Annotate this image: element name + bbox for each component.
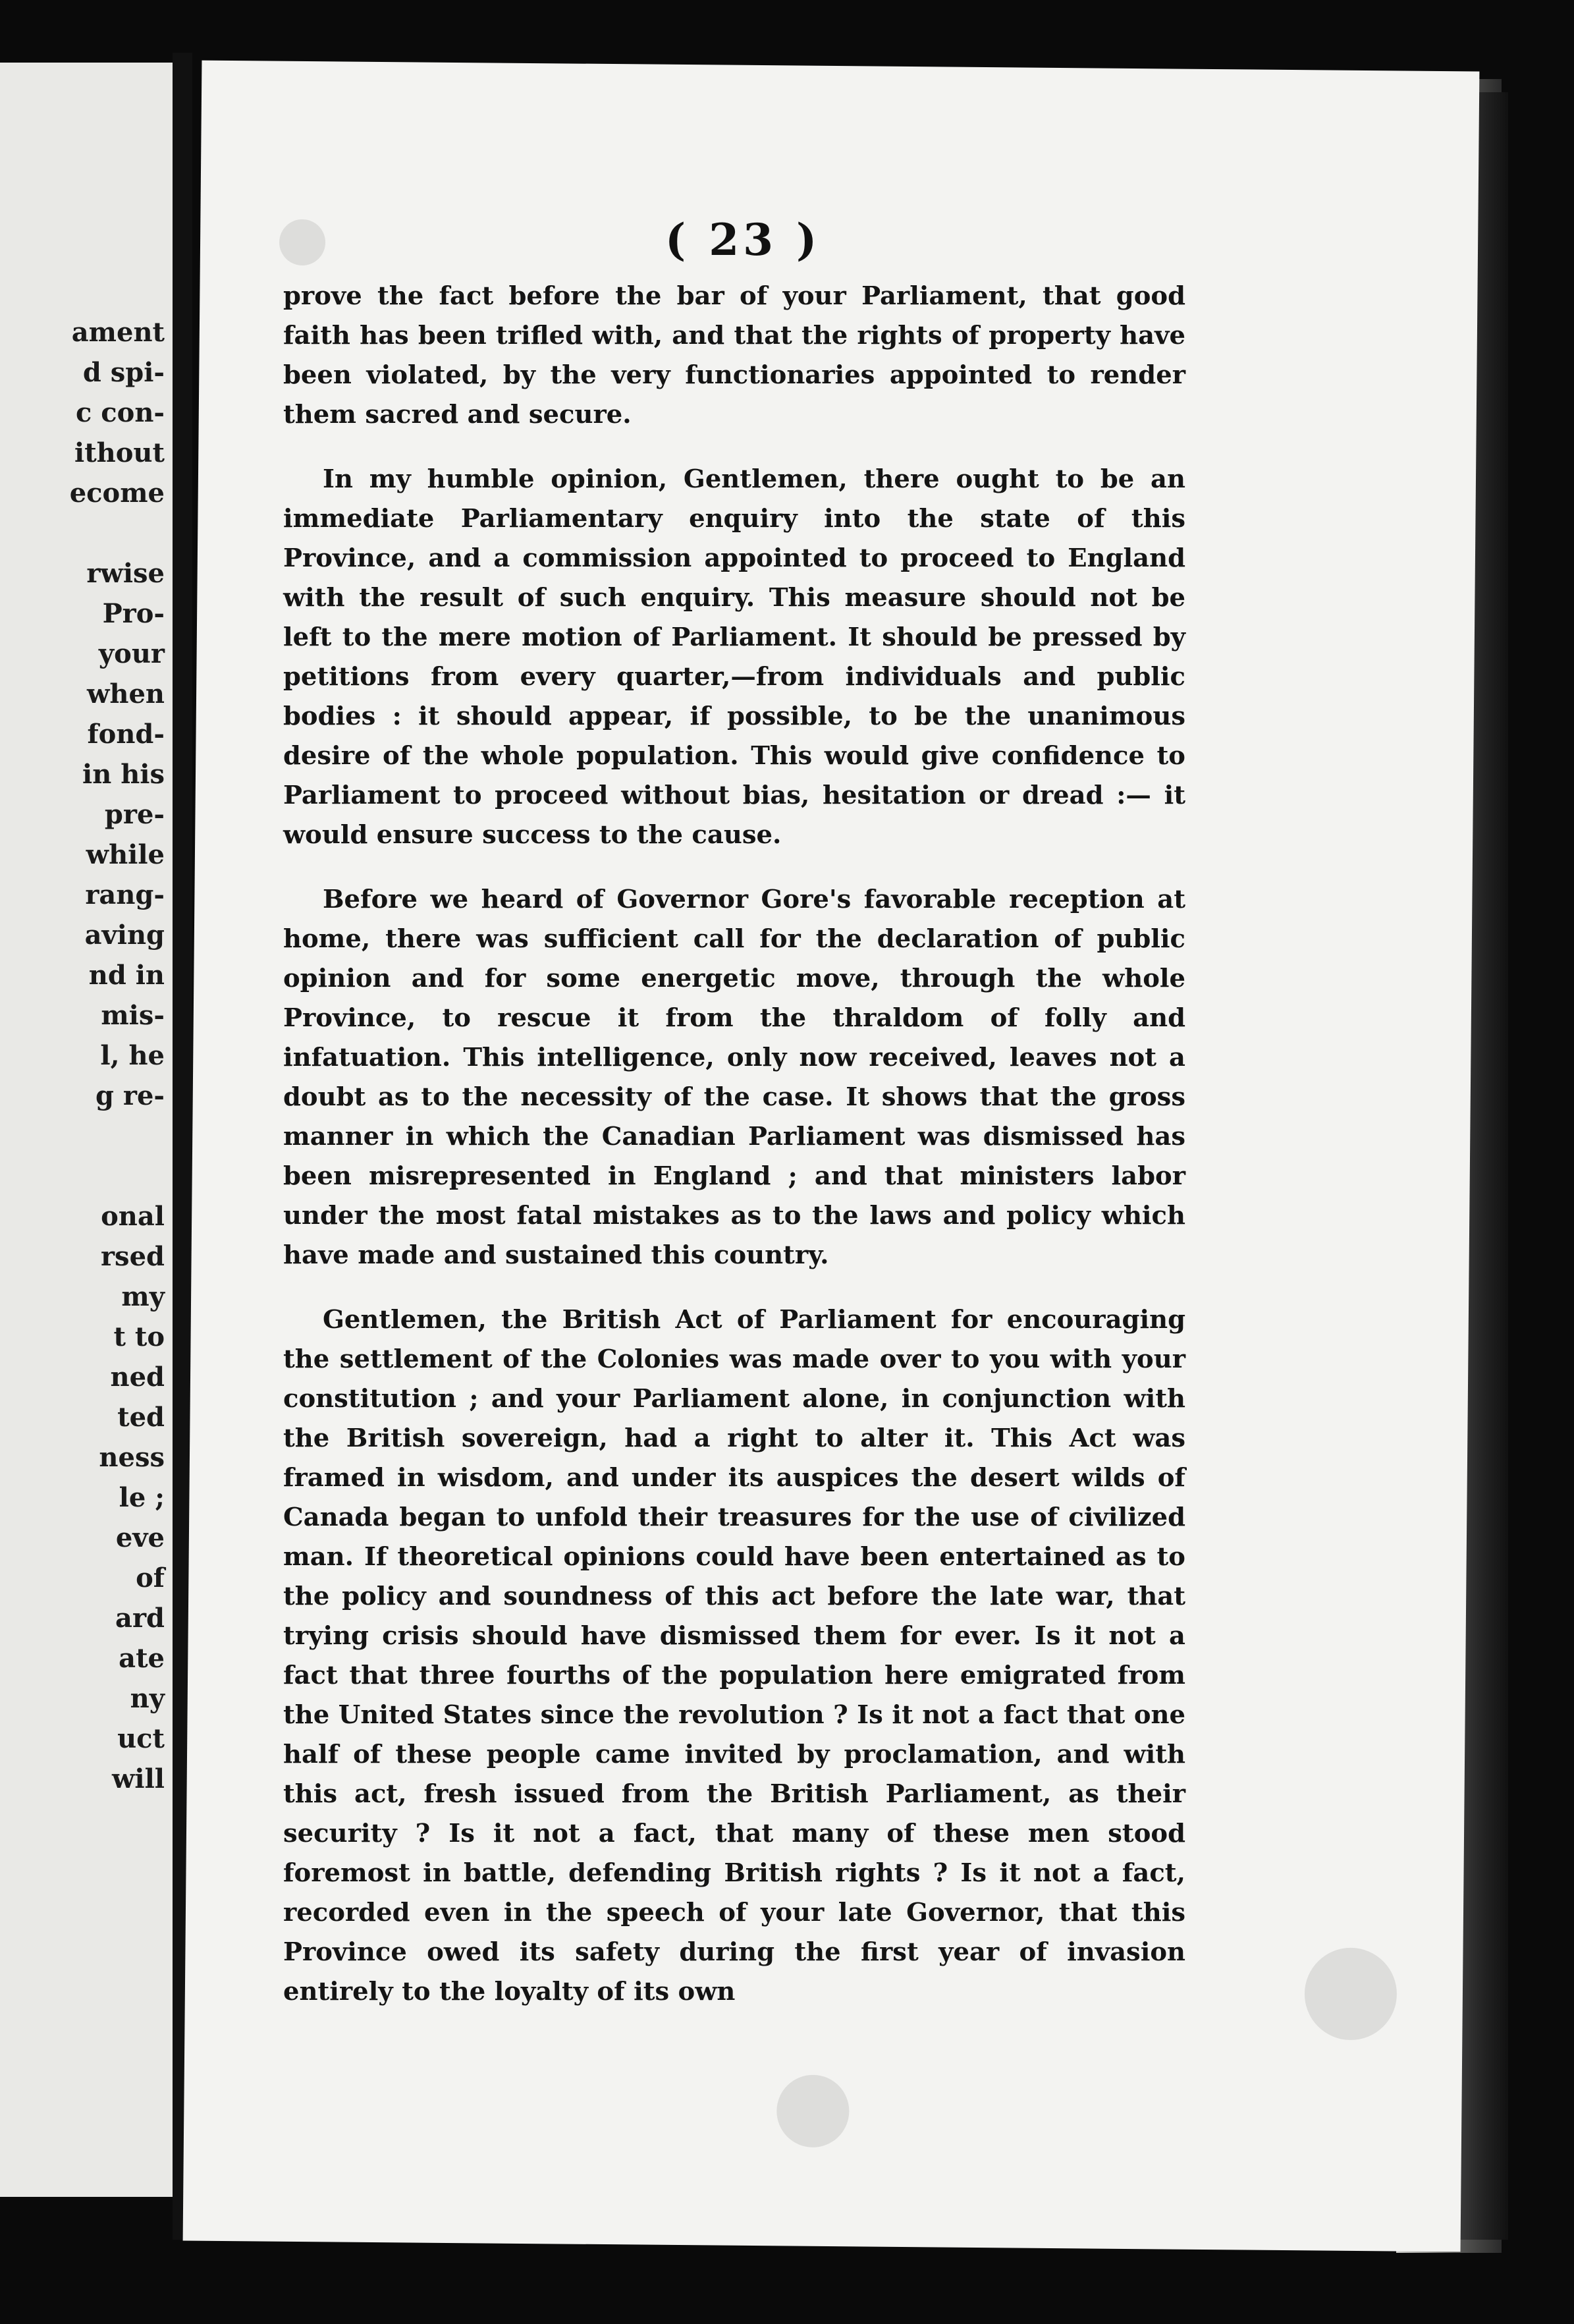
left-page-line: mis- [101,1000,165,1031]
left-page-line: ny [130,1683,165,1714]
left-page-line: ted [117,1402,165,1433]
paragraph-3: Before we heard of Governor Gore's favorable reception at home, there was sufficient call for the declaration of public opinion and for some energetic move, through the whole Province, to rescue it from the thraldom of folly and infatuation. This intelligence, only now received, leaves not a doubt as to the necessity of the case. It shows that the gross manner in which the Canadian Parliament was dismissed has been misrepresented in England ; and that ministers labor under the most fatal mistakes as to the laws and policy which have made and sustained this country. [283,885,1185,1270]
left-page-line: my [121,1281,165,1312]
left-page-line: ness [99,1442,165,1473]
paper-stain [279,219,326,266]
page-body [283,277,1185,2037]
page-number: ( 23 ) [665,214,821,265]
left-page-line: in his [82,759,165,790]
paper-stain [776,2074,850,2147]
left-page-line: eve [115,1522,165,1553]
paragraph-1: prove the fact before the bar of your Parliament, that good faith has been trifled with, and that the rights of property have been violated, by the very functionaries appointed to render them sacred and secure. [283,281,1185,429]
left-page-line: nd in [88,960,165,991]
left-page-line: g re- [95,1080,165,1111]
left-page-line: l, he [100,1040,165,1071]
left-page-line: while [86,839,165,870]
left-page-line: will [111,1763,165,1794]
left-page-line: rang- [85,879,165,910]
left-page-line: d spi- [82,357,165,388]
left-page-line: ament [71,317,165,348]
paragraph-2: In my humble opinion, Gentlemen, there ought to be an immediate Parliamentary enquiry into the state of this Province, and a commission appointed to proceed to England with the result of such enquiry. This measure should not be left to the mere motion of Parliament. It should be pressed by petitions from every quarter,—from individuals and public bodies : it should appear, if possible, to be the unanimous desire of the whole population. This would give confidence to Parliament to proceed without bias, hesitation or dread :— it would ensure success to the cause. [283,464,1185,850]
left-page-line: fond- [87,719,165,750]
left-page-line: rsed [100,1241,165,1272]
left-page-line: of [136,1563,165,1593]
left-page-line: ard [115,1603,165,1634]
left-page-line: uct [117,1723,165,1754]
left-page-line: ithout [74,437,165,468]
left-page-line: c con- [76,397,165,428]
left-page-line: ecome [69,478,165,509]
paper-stain [1304,1947,1397,2040]
left-page-line: pre- [104,799,165,830]
left-page-line: ned [110,1362,165,1393]
left-page-line: when [86,678,165,709]
previous-page-fragment [0,63,173,2197]
left-page-line: onal [101,1201,165,1232]
left-page-line: le ; [119,1482,165,1513]
paragraph-4: Gentlemen, the British Act of Parliament for encouraging the settlement of the Colonies was made over to you with your constitution ; and your Parliament alone, in conjunction with the British sovereign, had a right to alter it. This Act was framed in wisdom, and under its auspices the desert wilds of Canada began to unfold their treasures for the use of civilized man. If theoretical opinions could have been entertained as to the policy and soundness of this act before the late war, that trying crisis should have dismissed them for ever. Is it not a fact that three fourths of the population here emigrated from the United States since the revolution ? Is it not a fact that one half of these people came invited by proclamation, and with this act, fresh issued from the British Parliament, as their security ? Is it not a fact, that many of these men stood foremost in battle, defending British rights ? Is it not a fact, recorded even in the speech of your late Governor, that this Province owed its safety during the first year of invasion entirely to the loyalty of its own [283,1305,1185,2006]
left-page-line: t to [113,1321,165,1352]
left-page-line: aving [84,920,165,951]
left-page-line: your [98,638,165,669]
left-page-line: rwise [86,558,165,589]
left-page-line: Pro- [102,598,165,629]
left-page-line: ate [119,1643,165,1674]
